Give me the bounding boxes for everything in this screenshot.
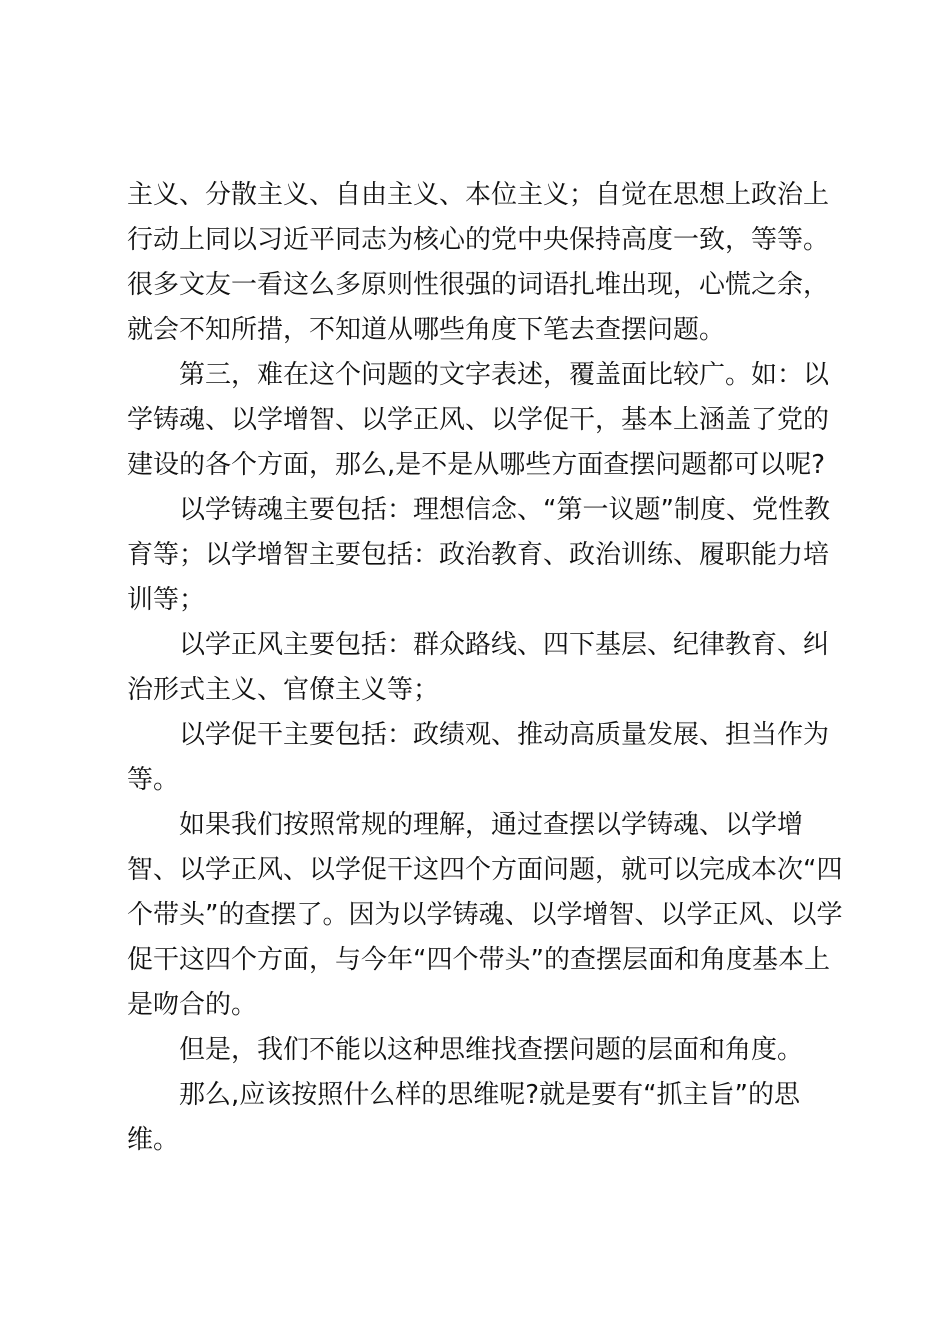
text-line: 治形式主义、官僚主义等； bbox=[127, 675, 440, 705]
text-line: 那么,应该按照什么样的思维呢?就是要有“抓主旨”的思 bbox=[179, 1080, 801, 1110]
text-line: 但是，我们不能以这种思维找查摆问题的层面和角度。 bbox=[179, 1035, 804, 1065]
text-line: 就会不知所措，不知道从哪些角度下笔去查摆问题。 bbox=[127, 315, 726, 345]
paragraph-5 bbox=[127, 713, 832, 803]
text-line: 个带头”的查摆了。因为以学铸魂、以学增智、以学正风、以学 bbox=[127, 900, 843, 930]
paragraph-6 bbox=[127, 803, 843, 1028]
text-line: 行动上同以习近平同志为核心的党中央保持高度一致，等等。 bbox=[127, 225, 830, 255]
text-line: 育等；以学增智主要包括：政治教育、政治训练、履职能力培 bbox=[127, 540, 830, 570]
text-line: 促干这四个方面，与今年“四个带头”的查摆层面和角度基本上 bbox=[127, 945, 830, 975]
text-line: 训等； bbox=[127, 585, 206, 615]
text-line: 第三，难在这个问题的文字表述，覆盖面比较广。如：以 bbox=[179, 360, 830, 390]
paragraph-1 bbox=[127, 173, 832, 353]
text-line: 等。 bbox=[127, 765, 180, 795]
paragraph-3 bbox=[127, 488, 832, 623]
paragraph-7 bbox=[127, 1028, 832, 1073]
paragraph-8 bbox=[127, 1073, 832, 1163]
text-line: 以学铸魂主要包括：理想信念、“第一议题”制度、党性教 bbox=[179, 495, 830, 525]
text-line: 如果我们按照常规的理解，通过查摆以学铸魂、以学增 bbox=[179, 810, 804, 840]
text-line: 维。 bbox=[127, 1125, 180, 1155]
text-line: 以学正风主要包括：群众路线、四下基层、纪律教育、纠 bbox=[179, 630, 830, 660]
text-line: 学铸魂、以学增智、以学正风、以学促干，基本上涵盖了党的 bbox=[127, 405, 830, 435]
text-line: 主义、分散主义、自由主义、本位主义；自觉在思想上政治上 bbox=[127, 180, 830, 210]
text-line: 以学促干主要包括：政绩观、推动高质量发展、担当作为 bbox=[179, 720, 830, 750]
paragraph-4 bbox=[127, 623, 832, 713]
text-line: 智、以学正风、以学促干这四个方面问题，就可以完成本次“四 bbox=[127, 855, 843, 885]
text-line: 是吻合的。 bbox=[127, 990, 258, 1020]
text-line: 很多文友一看这么多原则性很强的词语扎堆出现，心慌之余， bbox=[127, 270, 830, 300]
paragraph-2 bbox=[127, 353, 832, 488]
text-line: 建设的各个方面，那么,是不是从哪些方面查摆问题都可以呢? bbox=[127, 450, 826, 480]
